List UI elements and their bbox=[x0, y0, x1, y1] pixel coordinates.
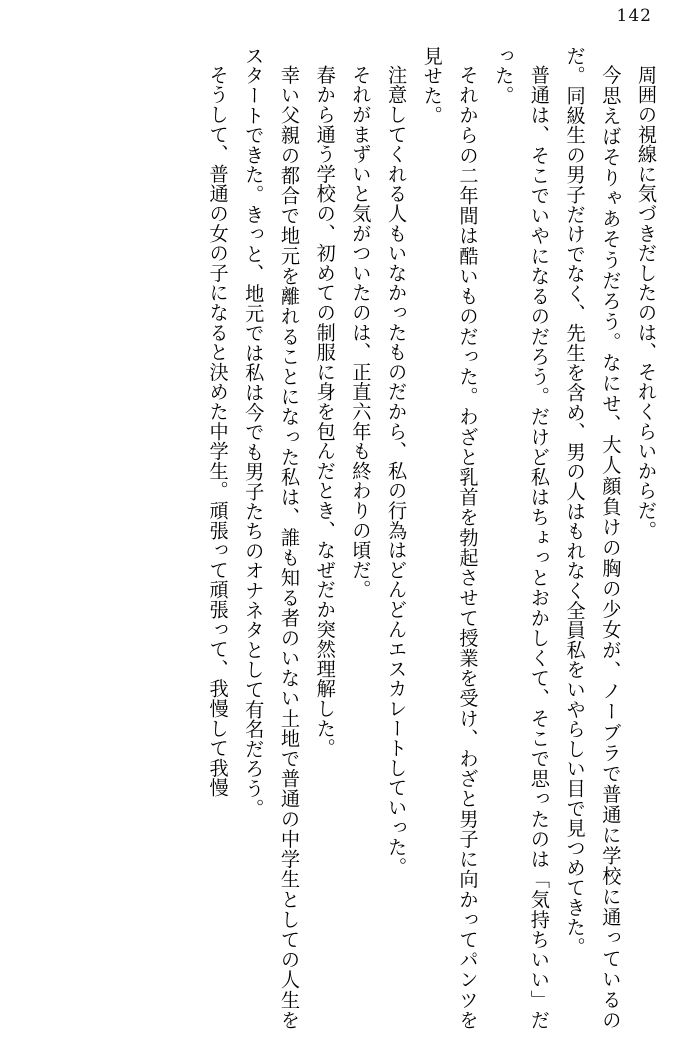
paragraph: 幸い父親の都合で地元を離れることになった私は、誰も知る者のいない土地で普通の中学生としての人生をスタートできた。きっと、地元では私は今でも男子たちのオナネタとして有名だろう。 bbox=[242, 46, 301, 1030]
paragraph: それがまずいと気がついたのは、正直六年も終わりの頃だ。 bbox=[349, 65, 373, 600]
paragraph: 春から通う学校の、初めての制服に身を包んだとき、なぜだか突然理解した。 bbox=[313, 65, 337, 759]
page-body-text bbox=[36, 46, 664, 1030]
paragraph: 今思えばそりゃあそうだろう。なにせ、大人顔負けの胸の少女が、ノーブラで普通に学校に通っているのだ。同級生の男子だけでなく、先生を含め、男の人はもれなく全員私をいやらしい目で見つめてきた。 bbox=[563, 46, 623, 1030]
paragraph: 普通は、そこでいやになるのだろう。だけど私はちょっとおかしくて、そこで思ったのは「気持ちいい」だった。 bbox=[492, 46, 551, 1030]
paragraph: 周囲の視線に気づきだしたのは、それくらいからだ。 bbox=[635, 65, 658, 541]
paragraph: 注意してくれる人もいなかったものだから、私の行為はどんどんエスカレートしていった。 bbox=[385, 65, 409, 877]
paragraph: それからの二年間は酷いものだった。わざと乳首を勃起させて授業を受け、わざと男子に向かってパンツを見せた。 bbox=[420, 46, 480, 1030]
page-number: 142 bbox=[616, 6, 652, 26]
paragraph: そうして、普通の女の子になると決めた中学生。頑張って頑張って、我慢して我慢 bbox=[206, 65, 230, 798]
